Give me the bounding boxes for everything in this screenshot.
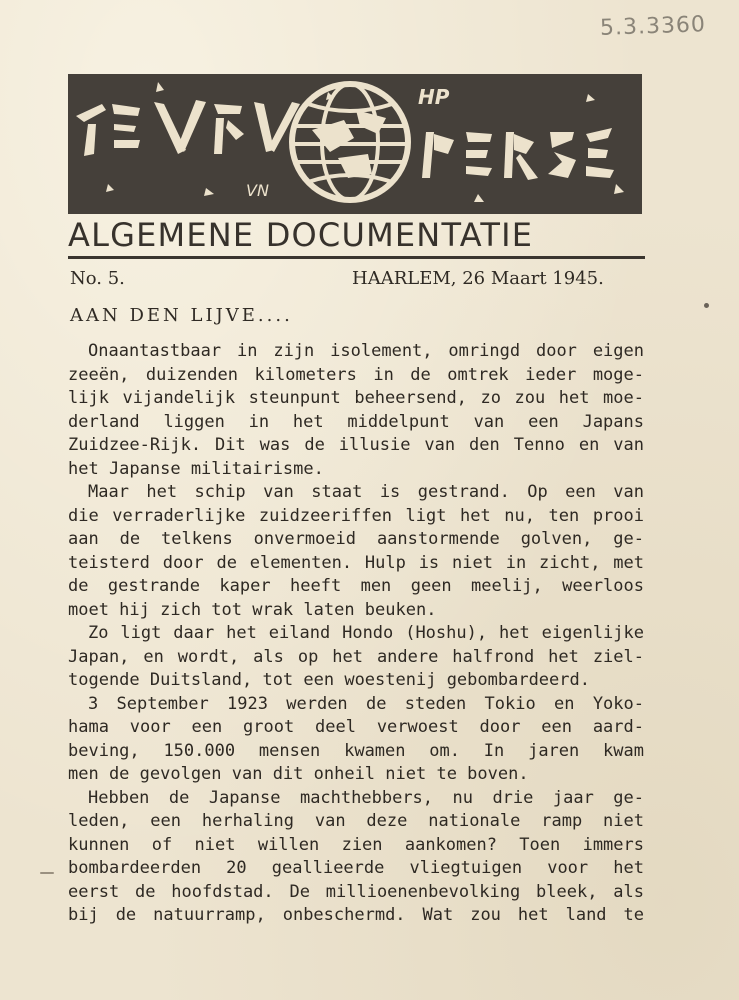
article-line: Hebben de Japanse machthebbers, nu drie jaar ge- <box>88 787 644 808</box>
article-line: beving, 150.000 mensen kwamen om. In jaren kwam <box>68 740 644 761</box>
article-line: eerst de hoofdstad. De millioenenbevolking bleek, als <box>68 881 644 902</box>
article-line: teisterd door de elementen. Hulp is niet in zicht, met <box>68 552 644 573</box>
article-line: 3 September 1923 werden de steden Tokio en Yoko- <box>88 693 644 714</box>
article-line: bombardeerden 20 geallieerde vliegtuigen voor het <box>68 858 644 878</box>
article-line: togende Duitsland, tot een woestenij gebombardeerd. <box>68 670 590 690</box>
paper-speck <box>704 303 709 308</box>
article-line: leden, een herhaling van deze nationale ramp niet <box>68 811 644 831</box>
article-line: lijk vijandelijk steunpunt beheersend, zo zou het moe- <box>68 388 644 408</box>
masthead-hp-text: HP <box>418 85 450 109</box>
article-line: kunnen of niet willen zien aankomen? Toen immers <box>68 834 644 855</box>
document-title: ALGEMENE DOCUMENTATIE <box>68 216 534 254</box>
masthead-graphic <box>68 74 642 214</box>
article-line: die verraderlijke zuidzeeriffen ligt het nu, ten prooi <box>68 505 644 526</box>
article-line: Onaantastbaar in zijn isolement, omringd door eigen <box>88 341 644 361</box>
article-line: de gestrande kaper heeft men geen meelij, weerloos <box>68 576 644 596</box>
masthead-vn-text: VN <box>246 181 269 200</box>
paper-mark <box>40 872 54 874</box>
article-heading: AAN DEN LIJVE.... <box>70 305 293 326</box>
issue-number: No. 5. <box>70 268 125 289</box>
article-line: Maar het schip van staat is gestrand. Op een van <box>88 482 644 502</box>
archive-number: 5.3.3360 <box>599 12 707 41</box>
article-line: moet hij zich tot wrak laten beuken. <box>68 599 437 620</box>
article-line: het Japanse militairisme. <box>68 458 324 479</box>
article-line: Zuidzee-Rijk. Dit was de illusie van den Tenno en van <box>68 435 644 455</box>
article-line: zeeën, duizenden kilometers in de omtrek ieder moge- <box>68 364 644 385</box>
article-line: Zo ligt daar het eiland Hondo (Hoshu), het eigenlijke <box>88 623 644 643</box>
article-line: men de gevolgen van dit onheil niet te boven. <box>68 764 529 784</box>
article-line: bij de natuurramp, onbeschermd. Wat zou het land te <box>68 905 644 925</box>
dateline: HAARLEM, 26 Maart 1945. <box>352 268 604 289</box>
article-line: aan de telkens onvermoeid aanstormende golven, ge- <box>68 529 644 549</box>
masthead-logo <box>68 74 642 214</box>
article-line: hama voor een groot deel verwoest door een aard- <box>68 717 644 737</box>
article-line: derland liggen in het middelpunt van een Japans <box>68 411 644 432</box>
article-body <box>68 340 644 928</box>
title-rule <box>68 256 645 259</box>
article-line: Japan, en wordt, als op het andere halfrond het ziel- <box>68 646 644 667</box>
